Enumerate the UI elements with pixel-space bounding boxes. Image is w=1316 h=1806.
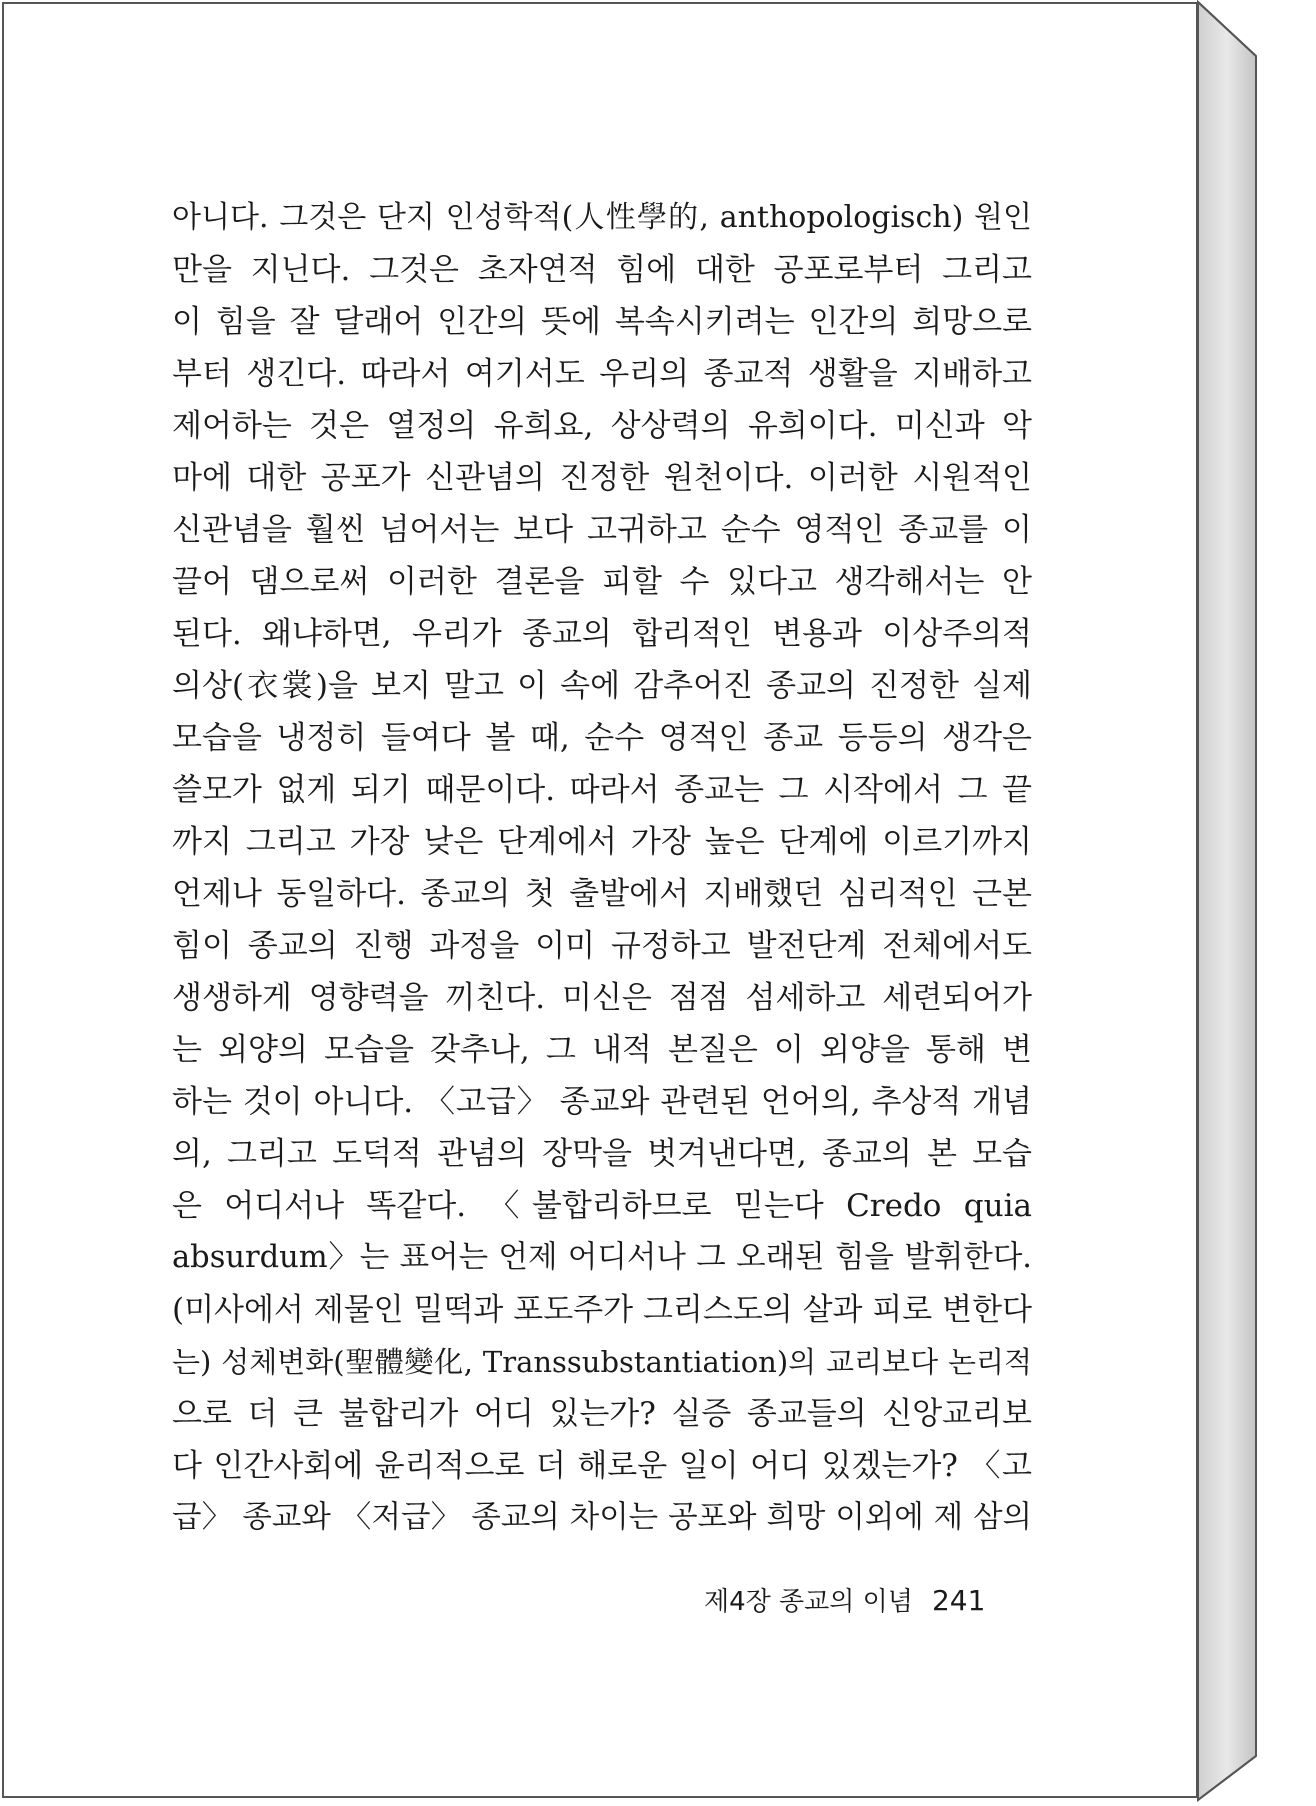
text-line: 아니다. 그것은 단지 인성학적(人性學的, anthopologisch) 원인 — [172, 200, 1032, 235]
text-line: 은 어디서나 똑같다. 〈불합리하므로 믿는다 Credo quia — [172, 1188, 1032, 1224]
book-page — [2, 2, 1198, 1798]
text-line: 으로 더 큰 불합리가 어디 있는가? 실증 종교들의 신앙교리보 — [172, 1396, 1032, 1432]
text-line: 쓸모가 없게 되기 때문이다. 따라서 종교는 그 시작에서 그 끝 — [172, 772, 1032, 808]
running-footer — [704, 1576, 1004, 1626]
text-line: 신관념을 훨씬 넘어서는 보다 고귀하고 순수 영적인 종교를 이 — [172, 512, 1032, 548]
text-line: absurdum〉는 표어는 언제 어디서나 그 오래된 힘을 발휘한다. — [172, 1240, 1032, 1275]
text-line: 하는 것이 아니다. 〈고급〉 종교와 관련된 언어의, 추상적 개념 — [172, 1084, 1032, 1120]
spine-side-face — [1198, 2, 1256, 1800]
chapter-title: 제4장 종교의 이념 — [704, 1587, 913, 1617]
text-line: 끌어 댐으로써 이러한 결론을 피할 수 있다고 생각해서는 안 — [172, 564, 1032, 600]
text-line: 는) 성체변화(聖體變化, Transsubstantiation)의 교리보다 논리적 — [172, 1345, 1032, 1379]
text-line: 된다. 왜냐하면, 우리가 종교의 합리적인 변용과 이상주의적 — [172, 616, 1032, 652]
text-line: 는 외양의 모습을 갖추나, 그 내적 본질은 이 외양을 통해 변 — [172, 1032, 1032, 1068]
page-body-text — [172, 192, 1032, 1544]
page-number: 241 — [931, 1584, 986, 1617]
text-line: 의상(衣裳)을 보지 말고 이 속에 감추어진 종교의 진정한 실제 — [172, 668, 1032, 704]
text-line: 부터 생긴다. 따라서 여기서도 우리의 종교적 생활을 지배하고 — [172, 356, 1032, 392]
text-line: 이 힘을 잘 달래어 인간의 뜻에 복속시키려는 인간의 희망으로 — [172, 304, 1032, 340]
text-line: 다 인간사회에 윤리적으로 더 해로운 일이 어디 있겠는가? 〈고 — [172, 1448, 1032, 1484]
text-line: 제어하는 것은 열정의 유희요, 상상력의 유희이다. 미신과 악 — [172, 408, 1032, 444]
text-line: 모습을 냉정히 들여다 볼 때, 순수 영적인 종교 등등의 생각은 — [172, 720, 1032, 756]
text-line: (미사에서 제물인 밀떡과 포도주가 그리스도의 살과 피로 변한다 — [172, 1292, 1032, 1328]
text-line: 생생하게 영향력을 끼친다. 미신은 점점 섬세하고 세련되어가 — [172, 980, 1032, 1016]
text-line: 마에 대한 공포가 신관념의 진정한 원천이다. 이러한 시원적인 — [172, 460, 1032, 496]
text-line: 의, 그리고 도덕적 관념의 장막을 벗겨낸다면, 종교의 본 모습 — [172, 1136, 1032, 1172]
text-line: 만을 지닌다. 그것은 초자연적 힘에 대한 공포로부터 그리고 — [172, 252, 1032, 288]
text-line: 까지 그리고 가장 낮은 단계에서 가장 높은 단계에 이르기까지 — [172, 824, 1032, 860]
text-line: 언제나 동일하다. 종교의 첫 출발에서 지배했던 심리적인 근본 — [172, 876, 1032, 912]
text-line: 힘이 종교의 진행 과정을 이미 규정하고 발전단계 전체에서도 — [172, 928, 1032, 964]
text-line: 급〉 종교와 〈저급〉 종교의 차이는 공포와 희망 이외에 제 삼의 — [172, 1500, 1032, 1535]
